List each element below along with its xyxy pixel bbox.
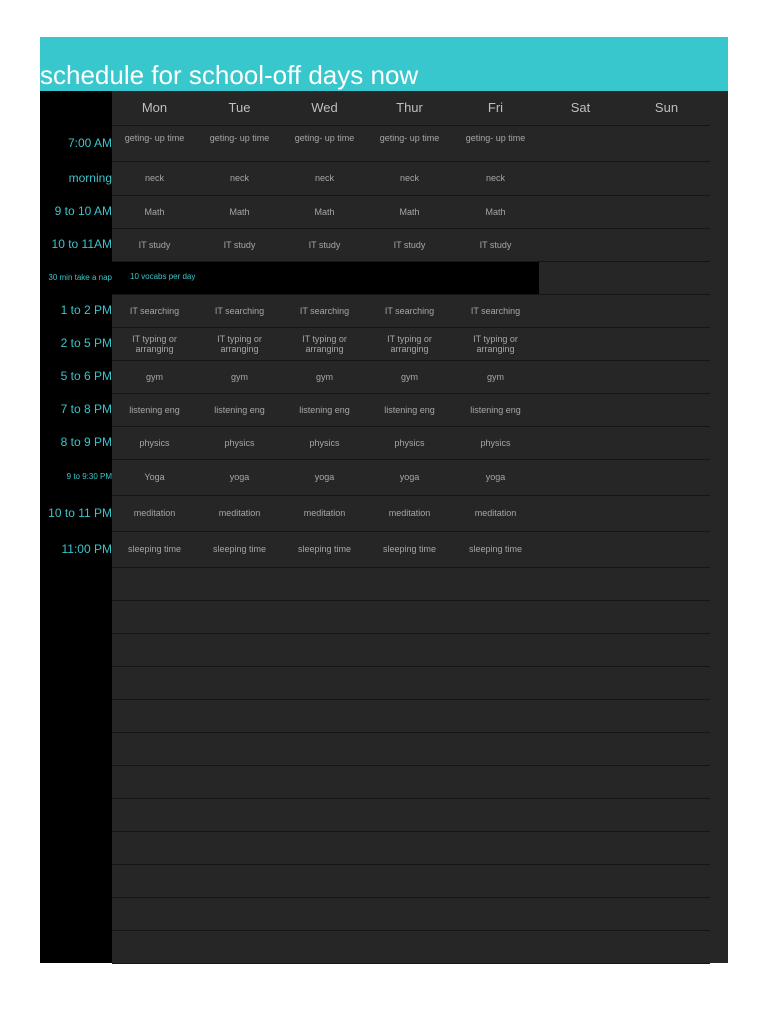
time-label: 5 to 6 PM [60,369,112,383]
day-header-fri: Fri [487,100,504,115]
activity-cell[interactable]: Math [399,206,420,217]
table-row [40,327,728,360]
activity-cell[interactable]: meditation [388,508,431,518]
activity-cell[interactable]: geting- up time [465,133,526,143]
activity-cell[interactable]: geting- up time [124,133,185,143]
time-label: 7:00 AM [67,136,112,150]
table-row [40,195,728,228]
day-header-mon: Mon [141,100,168,115]
activity-cell[interactable]: IT searching [299,305,350,316]
time-label: 9 to 9:30 PM [66,472,112,481]
activity-cell[interactable]: geting- up time [379,133,440,143]
page-title: schedule for school-off days now [40,60,419,90]
time-label: 10 to 11 PM [48,506,112,520]
activity-cell[interactable]: listening eng [129,404,180,415]
activity-cell[interactable]: IT study [393,239,426,250]
activity-cell[interactable]: meditation [218,508,261,518]
activity-cell[interactable]: listening eng [299,404,350,415]
table-row [40,426,728,459]
activity-cell[interactable]: IT typing or arranging [387,333,432,354]
day-header-sun: Sun [654,100,679,115]
day-header-wed: Wed [311,100,338,115]
empty-row-divider [112,864,710,865]
time-label: 30 min take a nap [48,273,112,282]
activity-cell[interactable]: sleeping time [382,544,437,554]
activity-cell[interactable]: meditation [133,508,176,518]
empty-row-divider [112,963,710,964]
table-row [40,228,728,261]
activity-cell[interactable]: IT typing or arranging [302,333,347,354]
activity-cell[interactable]: neck [144,173,164,183]
activity-cell[interactable]: sleeping time [297,544,352,554]
empty-row-divider [112,732,710,733]
activity-cell[interactable]: neck [485,173,505,183]
activity-cell[interactable]: listening eng [470,404,521,415]
activity-cell[interactable]: IT study [308,239,341,250]
activity-cell[interactable]: sleeping time [468,544,523,554]
activity-cell[interactable]: sleeping time [212,544,267,554]
activity-cell[interactable]: IT searching [214,305,265,316]
schedule-grid [40,91,728,963]
activity-cell[interactable]: neck [229,173,249,183]
table-row [40,161,728,195]
activity-cell[interactable]: IT typing or arranging [132,333,177,354]
table-row [40,393,728,426]
activity-cell[interactable]: IT typing or arranging [473,333,518,354]
time-label: 7 to 8 PM [60,402,112,416]
day-header-tue: Tue [228,100,251,115]
empty-row-divider [112,633,710,634]
empty-row-divider [112,798,710,799]
activity-cell[interactable]: physics [224,437,255,448]
activity-cell[interactable]: Yoga [144,472,165,482]
activity-cell[interactable]: Math [229,206,250,217]
time-label: 11:00 PM [61,542,112,556]
table-row [40,125,728,161]
activity-cell[interactable]: IT typing or arranging [217,333,262,354]
activity-cell[interactable]: IT searching [470,305,521,316]
table-row [40,495,728,531]
activity-cell[interactable]: yoga [485,472,506,482]
activity-cell[interactable]: gym [145,371,163,382]
empty-row-divider [112,600,710,601]
activity-cell[interactable]: listening eng [384,404,435,415]
activity-cell[interactable]: physics [394,437,425,448]
activity-cell[interactable]: gym [486,371,504,382]
activity-cell[interactable]: yoga [314,472,335,482]
activity-cell[interactable]: listening eng [214,404,265,415]
row-divider [112,567,710,568]
activity-cell[interactable]: gym [400,371,418,382]
activity-cell[interactable]: geting- up time [209,133,270,143]
table-row [40,459,728,495]
activity-cell[interactable]: meditation [474,508,517,518]
activity-cell[interactable]: IT searching [384,305,435,316]
vocab-note: 10 vocabs per day [130,272,196,281]
activity-cell[interactable]: gym [230,371,248,382]
title-bar [40,37,728,91]
activity-cell[interactable]: gym [315,371,333,382]
schedule-sheet [40,37,728,963]
activity-cell[interactable]: Math [314,206,335,217]
activity-cell[interactable]: geting- up time [294,133,355,143]
activity-cell[interactable]: Math [144,206,165,217]
activity-cell[interactable]: IT searching [129,305,180,316]
activity-cell[interactable]: yoga [399,472,420,482]
activity-cell[interactable]: physics [480,437,511,448]
activity-cell[interactable]: yoga [229,472,250,482]
activity-cell[interactable]: sleeping time [127,544,182,554]
activity-cell[interactable]: physics [309,437,340,448]
time-label: 10 to 11AM [51,237,112,251]
activity-cell[interactable]: meditation [303,508,346,518]
activity-cell[interactable]: IT study [479,239,512,250]
activity-cell[interactable]: physics [139,437,170,448]
time-label: 9 to 10 AM [54,204,112,218]
activity-cell[interactable]: IT study [138,239,171,250]
time-label: 1 to 2 PM [60,303,112,317]
empty-row-divider [112,765,710,766]
empty-row-divider [112,699,710,700]
empty-row-divider [112,897,710,898]
activity-cell[interactable]: neck [399,173,419,183]
activity-cell[interactable]: IT study [223,239,256,250]
time-label: 2 to 5 PM [60,336,112,350]
day-header-thur: Thur [396,100,423,115]
table-row [40,531,728,567]
table-row [40,261,728,294]
empty-row-divider [112,930,710,931]
empty-row-divider [112,666,710,667]
empty-row-divider [112,831,710,832]
activity-cell[interactable]: Math [485,206,506,217]
time-label: morning [68,171,112,185]
day-header-sat: Sat [570,100,591,115]
time-label: 8 to 9 PM [60,435,112,449]
activity-cell[interactable]: neck [314,173,334,183]
table-row [40,294,728,327]
table-row [40,360,728,393]
